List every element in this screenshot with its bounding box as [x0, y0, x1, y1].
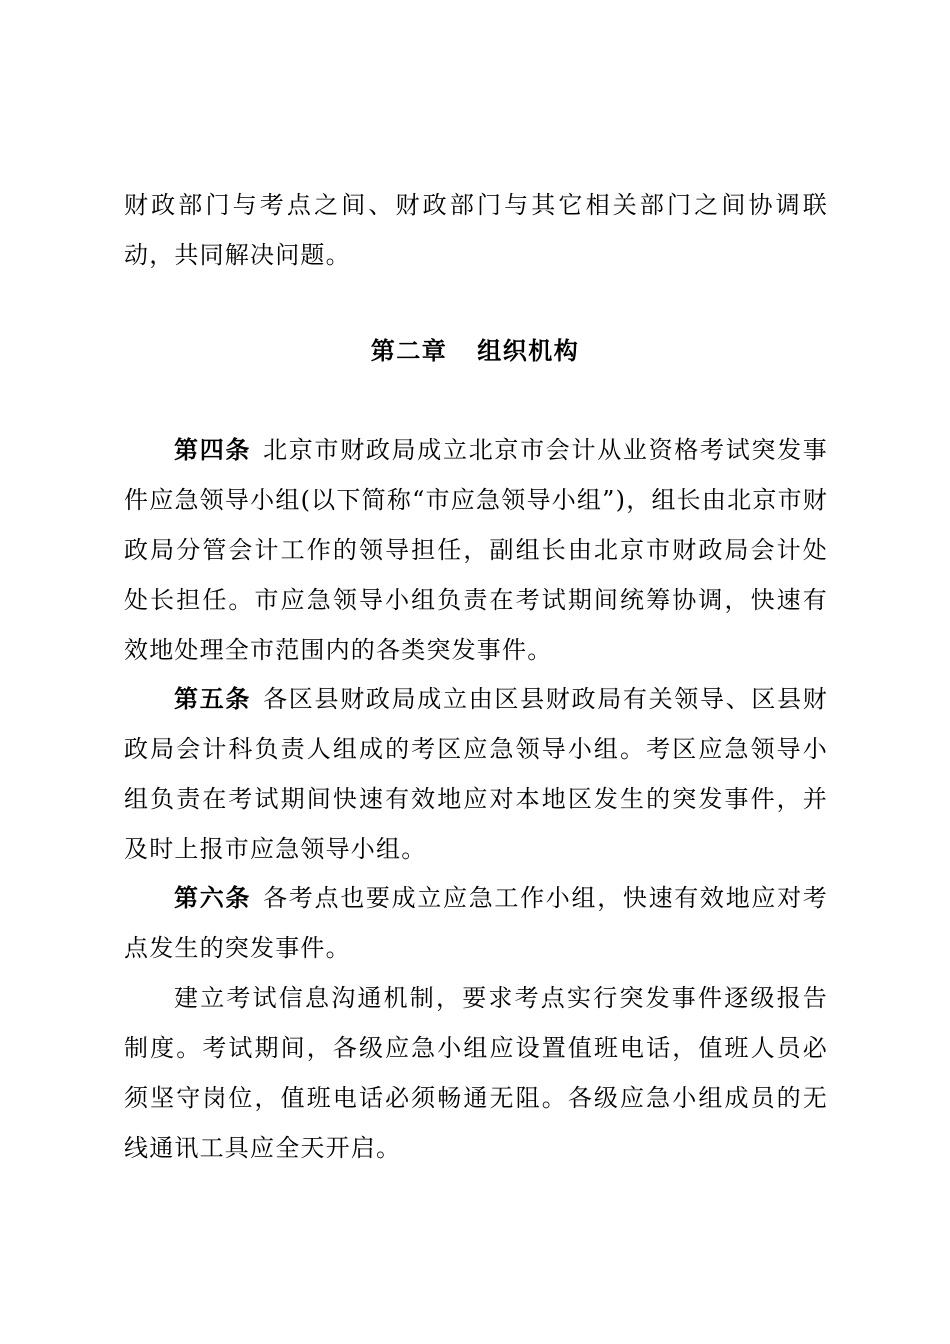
article-4-text: 北京市财政局成立北京市会计从业资格考试突发事件应急领导小组(以下简称“市应急领导小组”)，组长由北京市财政局分管会计工作的领导担任，副组长由北京市财政局会计处处长担任。市应急领导小组负责在考试期间统筹协调，快速有效地处理全市范围内的各类突发事件。 — [124, 436, 828, 664]
article-6-paragraph — [124, 873, 828, 973]
chapter-title: 组织机构 — [477, 336, 580, 365]
chapter-number: 第二章 — [370, 336, 448, 365]
article-6-text: 各考点也要成立应急工作小组，快速有效地应对考点发生的突发事件。 — [124, 884, 828, 962]
chapter-heading — [0, 326, 950, 376]
article-5-text: 各区县财政局成立由区县财政局有关领导、区县财政局会计科负责人组成的考区应急领导小组。考区应急领导小组负责在考试期间快速有效地应对本地区发生的突发事件，并及时上报市应急领导小组。 — [124, 685, 828, 863]
article-6-label: 第六条 — [174, 883, 252, 912]
info-mechanism-paragraph: 建立考试信息沟通机制，要求考点实行突发事件逐级报告制度。考试期间，各级应急小组应设置值班电话，值班人员必须坚守岗位，值班电话必须畅通无阻。各级应急小组成员的无线通讯工具应全天开启。 — [124, 984, 828, 1162]
intro-continuation-paragraph: 财政部门与考点之间、财政部门与其它相关部门之间协调联动，共同解决问题。 — [124, 191, 828, 269]
article-5-paragraph — [124, 674, 828, 874]
article-4-label: 第四条 — [174, 435, 252, 464]
article-4-paragraph — [124, 425, 828, 675]
article-5-label: 第五条 — [174, 684, 252, 713]
